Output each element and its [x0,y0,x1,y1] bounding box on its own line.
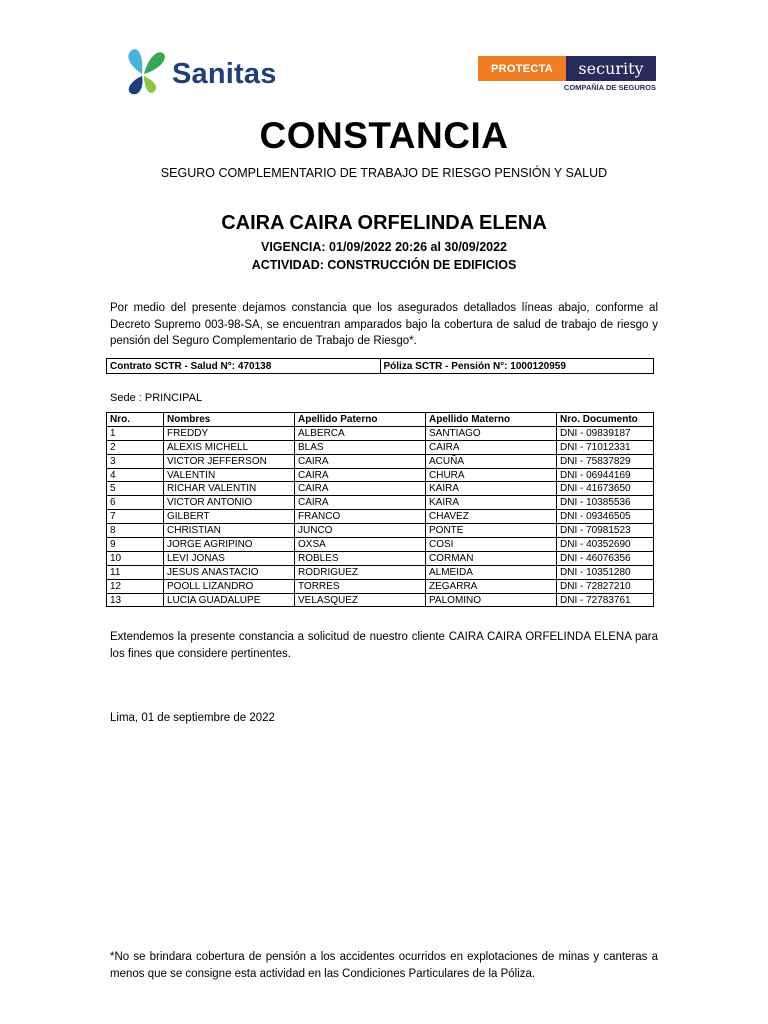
security-label: security [566,56,656,81]
cell-documento: DNI - 09839187 [557,426,654,440]
sede-label: Sede : PRINCIPAL [110,392,203,404]
table-header-row [107,413,654,427]
document-title: CONSTANCIA [259,115,509,156]
cell-documento: DNI - 71012331 [557,440,654,454]
cell-apellido-paterno: ROBLES [295,551,426,565]
cell-apellido-paterno: CAIRA [295,482,426,496]
cell-apellido-materno: KAIRA [426,482,557,496]
header-apellido-materno: Apellido Materno [426,413,557,427]
cell-apellido-materno: COSI [426,538,557,552]
table-row [107,538,654,552]
closing-paragraph: Extendemos la presente constancia a solicitud de nuestro cliente CAIRA CAIRA ORFELINDA ELENA para los fines que considere pertinentes. [110,631,658,660]
cell-nro: 3 [107,454,164,468]
cell-nro: 10 [107,551,164,565]
cell-apellido-paterno: CAIRA [295,454,426,468]
document-subtitle: SEGURO COMPLEMENTARIO DE TRABAJO DE RIESGO PENSIÓN Y SALUD [160,166,608,180]
cell-nro: 9 [107,538,164,552]
cell-apellido-paterno: OXSA [295,538,426,552]
cell-documento: DNI - 41673650 [557,482,654,496]
table-row [107,440,654,454]
cell-apellido-materno: CORMAN [426,551,557,565]
cell-documento: DNI - 09346505 [557,510,654,524]
cell-apellido-paterno: VELASQUEZ [295,593,426,607]
cell-documento: DNI - 70981523 [557,524,654,538]
cell-apellido-paterno: CAIRA [295,468,426,482]
cell-apellido-paterno: JUNCO [295,524,426,538]
cell-documento: DNI - 06944169 [557,468,654,482]
cell-apellido-materno: CHURA [426,468,557,482]
cell-apellido-materno: CHAVEZ [426,510,557,524]
cell-nombres: JESUS ANASTACIO [164,565,295,579]
actividad-line: ACTIVIDAD: CONSTRUCCIÓN DE EDIFICIOS [251,258,517,272]
cell-apellido-materno: PONTE [426,524,557,538]
table-row [107,454,654,468]
cell-nro: 13 [107,593,164,607]
cell-apellido-materno: ALMEIDA [426,565,557,579]
protecta-label: PROTECTA [478,56,566,81]
cell-nro: 1 [107,426,164,440]
intro-paragraph: Por medio del presente dejamos constancia que los asegurados detallados líneas abajo, conforme al Decreto Supremo 003-98-SA, se encuentran amparados bajo la cobertura de salud de trabajo de riesgo y pensión del Seguro Complementario de Trabajo de Riesgo*. [110,302,658,347]
contrato-cell: Contrato SCTR - Salud N°: 470138 [107,359,381,374]
cell-nro: 2 [107,440,164,454]
cell-documento: DNI - 75837829 [557,454,654,468]
cell-nombres: CHRISTIAN [164,524,295,538]
poliza-cell: Póliza SCTR - Pensión N°: 1000120959 [380,359,654,374]
table-row [107,510,654,524]
place-date: Lima, 01 de septiembre de 2022 [110,712,275,724]
cell-nro: 5 [107,482,164,496]
cell-nro: 4 [107,468,164,482]
cell-documento: DNI - 40352690 [557,538,654,552]
cell-nombres: VICTOR JEFFERSON [164,454,295,468]
cell-documento: DNI - 72827210 [557,579,654,593]
cell-nombres: JORGE AGRIPINO [164,538,295,552]
table-row [107,482,654,496]
table-row [107,551,654,565]
cell-apellido-paterno: RODRIGUEZ [295,565,426,579]
table-row [107,468,654,482]
cell-nro: 6 [107,496,164,510]
cell-apellido-materno: KAIRA [426,496,557,510]
cell-nro: 12 [107,579,164,593]
sanitas-wordmark: Sanitas [172,58,277,90]
protecta-security-logo [478,56,656,98]
table-row [107,565,654,579]
cell-nro: 7 [107,510,164,524]
contract-table [106,358,654,374]
cell-documento: DNI - 10385536 [557,496,654,510]
cell-apellido-materno: PALOMINO [426,593,557,607]
insured-table [106,412,654,607]
cell-apellido-paterno: CAIRA [295,496,426,510]
cell-nombres: VALENTIN [164,468,295,482]
cell-apellido-materno: SANTIAGO [426,426,557,440]
sanitas-butterfly-icon [122,44,172,100]
cell-nro: 11 [107,565,164,579]
table-row [107,496,654,510]
cell-nombres: FREDDY [164,426,295,440]
header-documento: Nro. Documento [557,413,654,427]
table-row [107,426,654,440]
cell-nombres: RICHAR VALENTIN [164,482,295,496]
cell-documento: DNI - 10351280 [557,565,654,579]
cell-apellido-materno: CAIRA [426,440,557,454]
cell-apellido-materno: ACUÑA [426,454,557,468]
cell-nombres: LUCIA GUADALUPE [164,593,295,607]
header-nombres: Nombres [164,413,295,427]
footnote: *No se brindara cobertura de pensión a los accidentes ocurridos en explotaciones de minas y canteras a menos que se consigne esta actividad en las Condiciones Particulares de la Póliza. [110,951,658,980]
vigencia-line: VIGENCIA: 01/09/2022 20:26 al 30/09/2022 [261,240,507,254]
cell-nombres: ALEXIS MICHELL [164,440,295,454]
cell-nombres: LEVI JONAS [164,551,295,565]
cell-nombres: GILBERT [164,510,295,524]
header-nro: Nro. [107,413,164,427]
sanitas-logo [122,44,292,100]
cell-apellido-materno: ZEGARRA [426,579,557,593]
cell-nombres: VICTOR ANTONIO [164,496,295,510]
table-row [107,579,654,593]
table-row [107,524,654,538]
cell-documento: DNI - 46076356 [557,551,654,565]
cell-apellido-paterno: ALBERCA [295,426,426,440]
cell-apellido-paterno: TORRES [295,579,426,593]
header-apellido-paterno: Apellido Paterno [295,413,426,427]
compania-label: COMPAÑÍA DE SEGUROS [563,83,656,92]
table-row [107,593,654,607]
cell-nombres: POOLL LIZANDRO [164,579,295,593]
cell-documento: DNI - 72783761 [557,593,654,607]
cell-apellido-paterno: BLAS [295,440,426,454]
client-name: CAIRA CAIRA ORFELINDA ELENA [221,212,547,234]
cell-apellido-paterno: FRANCO [295,510,426,524]
cell-nro: 8 [107,524,164,538]
